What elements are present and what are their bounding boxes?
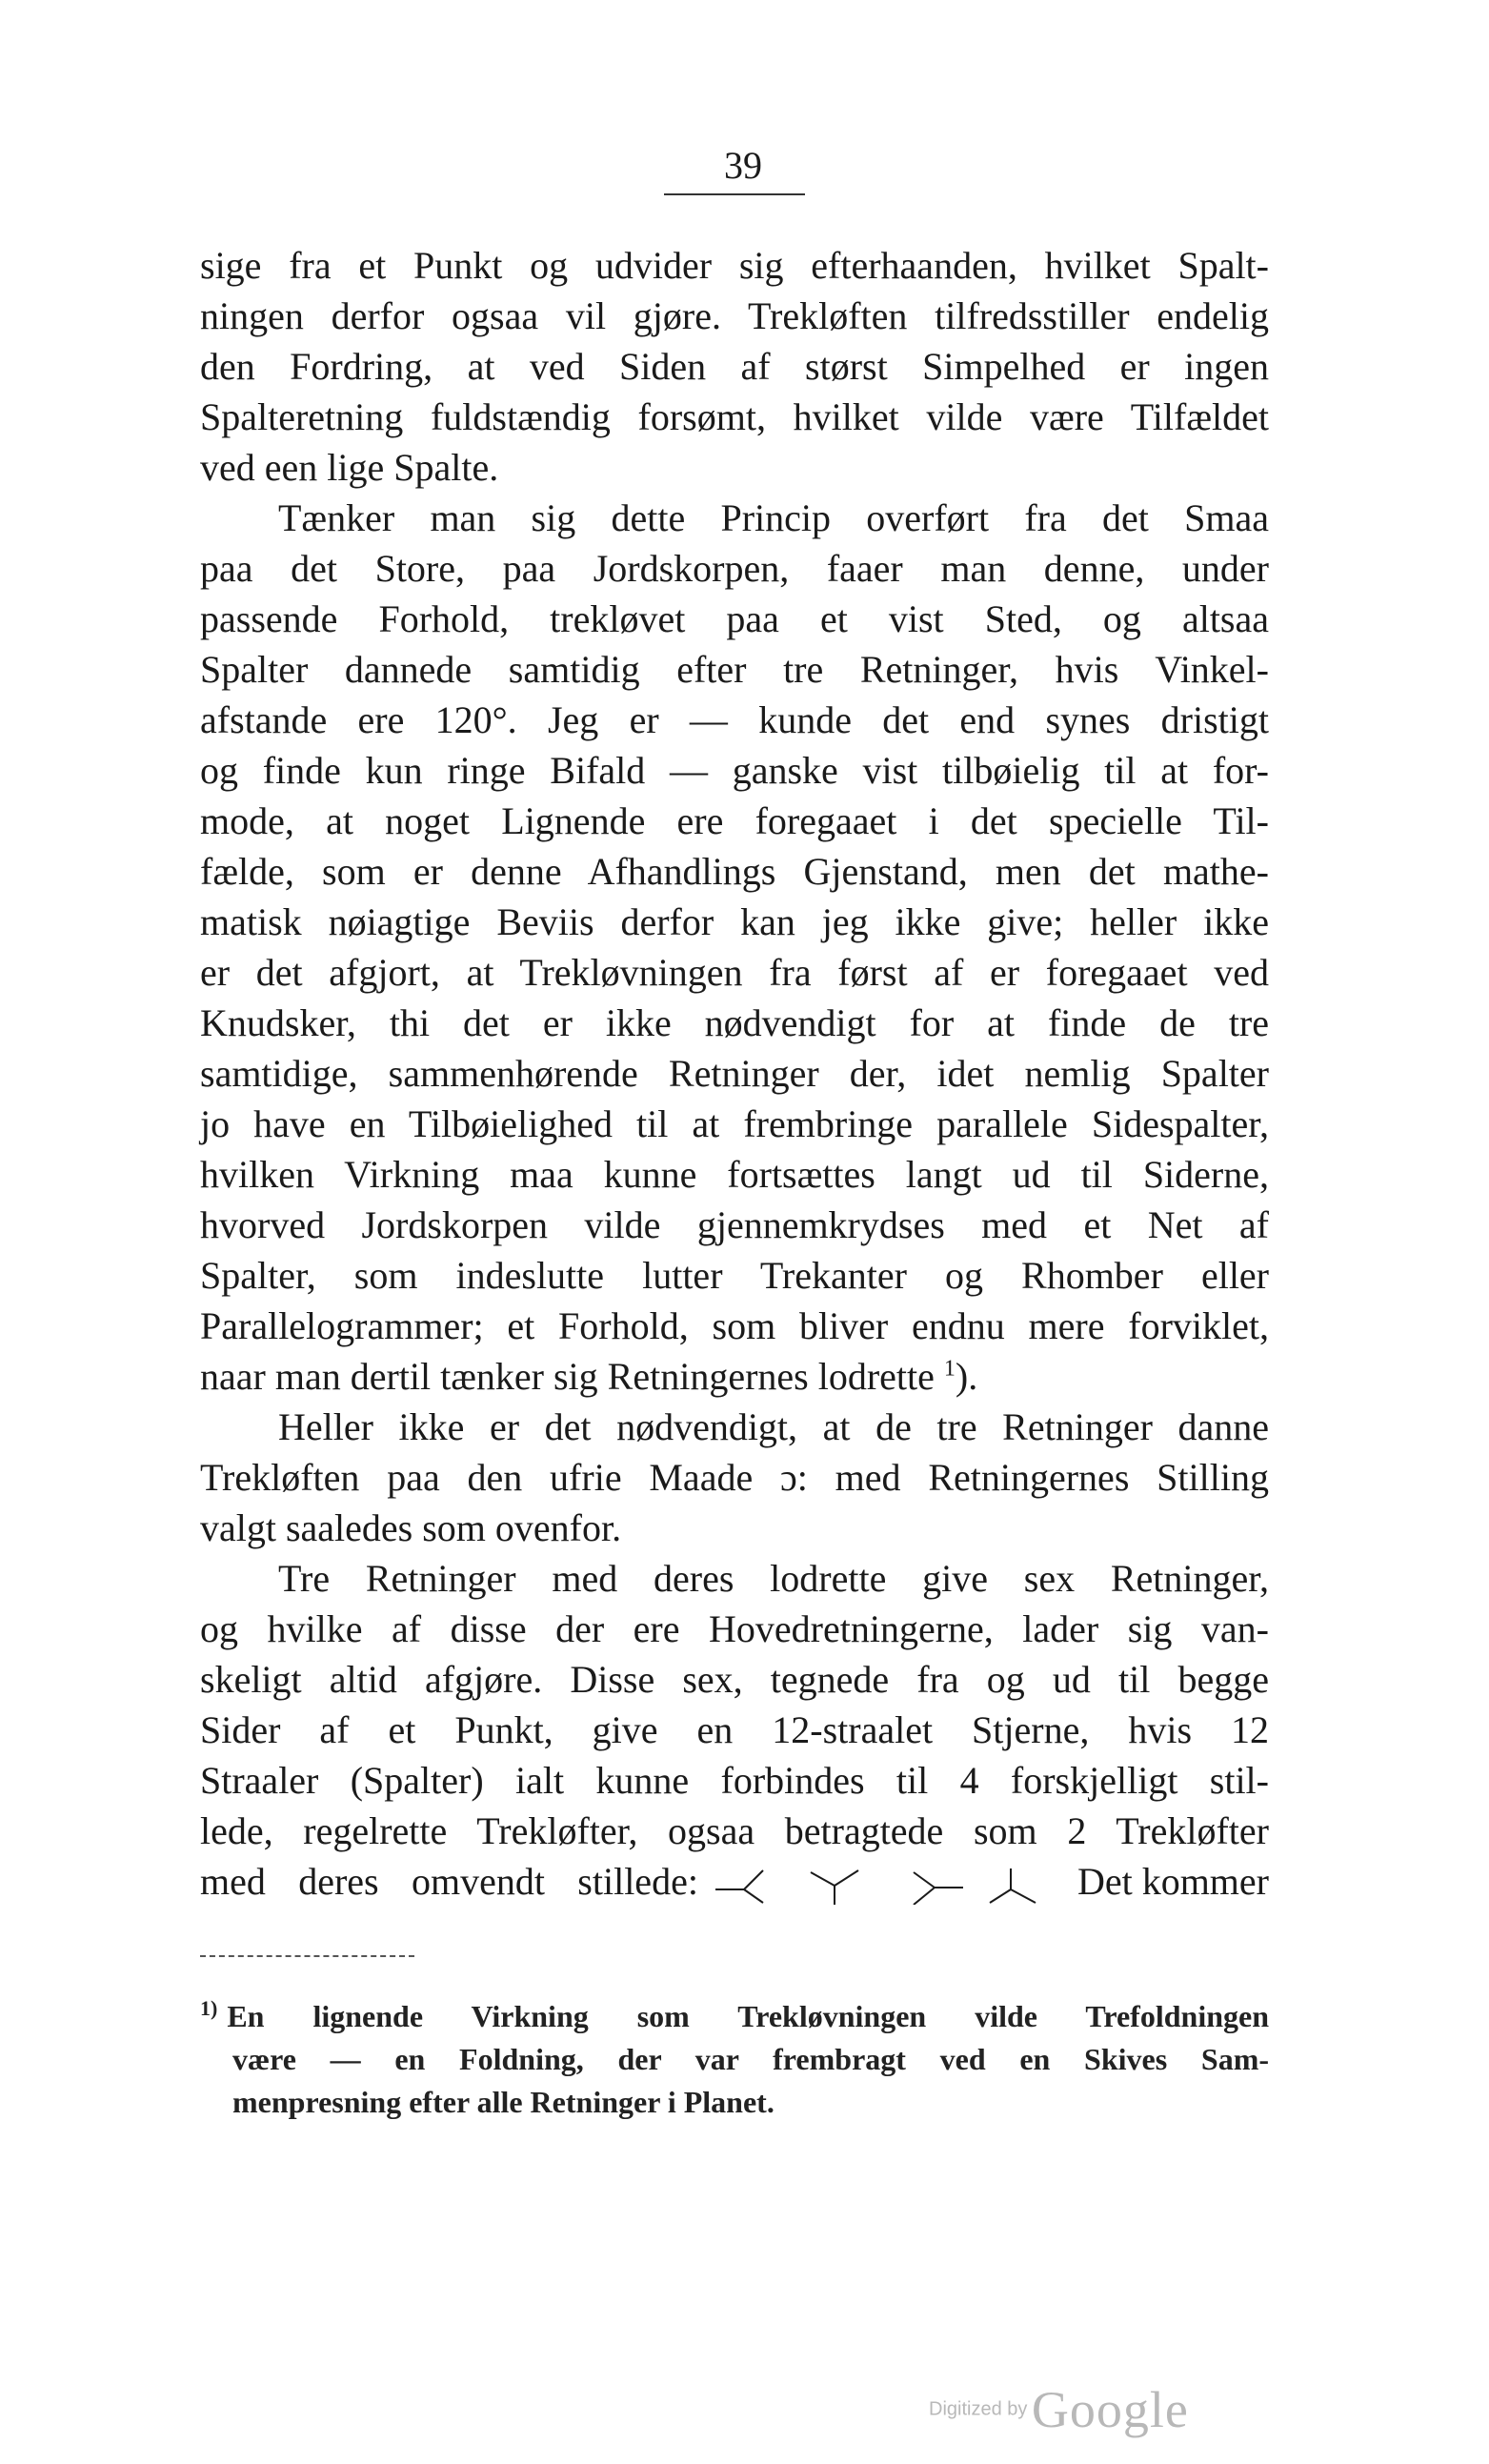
text-line: hvorved Jordskorpen vilde gjennemkrydses med et Net af [200,1203,1269,1246]
text-line: Trekløften paa den ufrie Maade ɔ: med Retningernes Stilling [200,1456,1269,1499]
text-line: Sider af et Punkt, give en 12-straalet Stjerne, hvis 12 [200,1708,1269,1751]
page-number-rule [664,193,805,195]
text-line: den Fordring, at ved Siden af størst Simpelhed er ingen [200,345,1269,388]
footnote-rule [200,1955,414,1957]
paragraph-1 [200,240,1269,493]
text-line: naar man dertil tænker sig Retningernes lodrette [200,1355,935,1398]
text-line: Heller ikke er det nødvendigt, at de tre Retninger danne [278,1405,1269,1448]
text-line: sige fra et Punkt og udvider sig efterhaanden, hvilket Spalt- [200,244,1269,287]
text-line: Spalter dannede samtidig efter tre Retninger, hvis Vinkel- [200,648,1269,691]
text-line: matisk nøiagtige Beviis derfor kan jeg ikke give; heller ikke [200,900,1269,943]
text-after-reference: ). [955,1355,978,1398]
digitized-by-google-watermark [929,2380,1243,2447]
watermark-small-text: Digitized by [929,2398,1028,2420]
footnote-text: En lignende Virkning som Trekløvningen vilde Trefoldningen [227,1999,1269,2033]
text-line: hvilken Virkning maa kunne fortsættes langt ud til Siderne, [200,1153,1269,1196]
text-line: Parallelogrammer; et Forhold, som bliver endnu mere forviklet, [200,1304,1269,1347]
text-line: mode, at noget Lignende ere foregaaet i det specielle Til- [200,799,1269,842]
text-line: afstande ere 120°. Jeg er — kunde det end synes dristigt [200,698,1269,741]
text-line-with-figures [200,1856,1269,1907]
three-prong-figure-left-icon [715,1870,763,1903]
paragraph-4 [200,1553,1269,1907]
text-line: skeligt altid afgjøre. Disse sex, tegnede fra og ud til begge [200,1658,1269,1701]
three-prong-figure-right-icon [914,1872,963,1905]
text-line: ningen derfor ogsaa vil gjøre. Trekløften tilfredsstiller endelig [200,294,1269,337]
footnote [200,1995,1269,2124]
footnote-line [200,1995,1269,2038]
footnote-line: være — en Foldning, der var frembragt ved en Skives Sam- [232,2042,1269,2076]
footnote-line: menpresning efter alle Retninger i Planet. [232,2085,775,2119]
text-line: Knudsker, thi det er ikke nødvendigt for at finde de tre [200,1001,1269,1044]
paragraph-3 [200,1402,1269,1553]
footnote-reference: 1 [943,1356,956,1382]
text-line: passende Forhold, trekløvet paa et vist Sted, og altsaa [200,597,1269,640]
text-line: paa det Store, paa Jordskorpen, faaer man denne, under [200,547,1269,590]
text-line: valgt saaledes som ovenfor. [200,1506,622,1549]
text-line: Straaler (Spalter) ialt kunne forbindes til 4 forskjelligt stil- [200,1759,1269,1802]
text-line: ved een lige Spalte. [200,446,499,489]
text-line-end: Det kommer [1077,1860,1269,1903]
text-line: Spalteretning fuldstændig forsømt, hvilket vilde være Tilfældet [200,395,1269,438]
text-line: samtidige, sammenhørende Retninger der, idet nemlig Spalter [200,1052,1269,1095]
footnote-marker: 1) [200,1996,218,2021]
three-prong-figure-up-icon [990,1868,1036,1903]
text-line: og finde kun ringe Bifald — ganske vist tilbøielig til at for- [200,749,1269,792]
trekloft-figures [706,1867,1077,1905]
text-line: Tænker man sig dette Princip overført fra det Smaa [278,496,1269,539]
text-line: lede, regelrette Trekløfter, ogsaa betragtede som 2 Trekløfter [200,1809,1269,1852]
text-line-start: med deres omvendt stillede: [200,1860,698,1903]
text-line-with-footnote-ref [200,1351,1269,1402]
text-line: jo have en Tilbøielighed til at frembringe parallele Sidespalter, [200,1102,1269,1145]
text-line: Spalter, som indeslutte lutter Trekanter og Rhomber eller [200,1254,1269,1297]
text-line: fælde, som er denne Afhandlings Gjenstand, men det mathe- [200,850,1269,893]
text-line: Tre Retninger med deres lodrette give sex Retninger, [278,1557,1269,1600]
watermark-google-logo: Google [1031,2381,1189,2438]
text-line: er det afgjort, at Trekløvningen fra først af er foregaaet ved [200,951,1269,994]
page-number: 39 [724,144,762,187]
three-prong-figure-down-icon [811,1870,858,1905]
paragraph-2 [200,493,1269,1402]
text-line: og hvilke af disse der ere Hovedretningerne, lader sig van- [200,1607,1269,1650]
body-text [200,240,1269,1907]
